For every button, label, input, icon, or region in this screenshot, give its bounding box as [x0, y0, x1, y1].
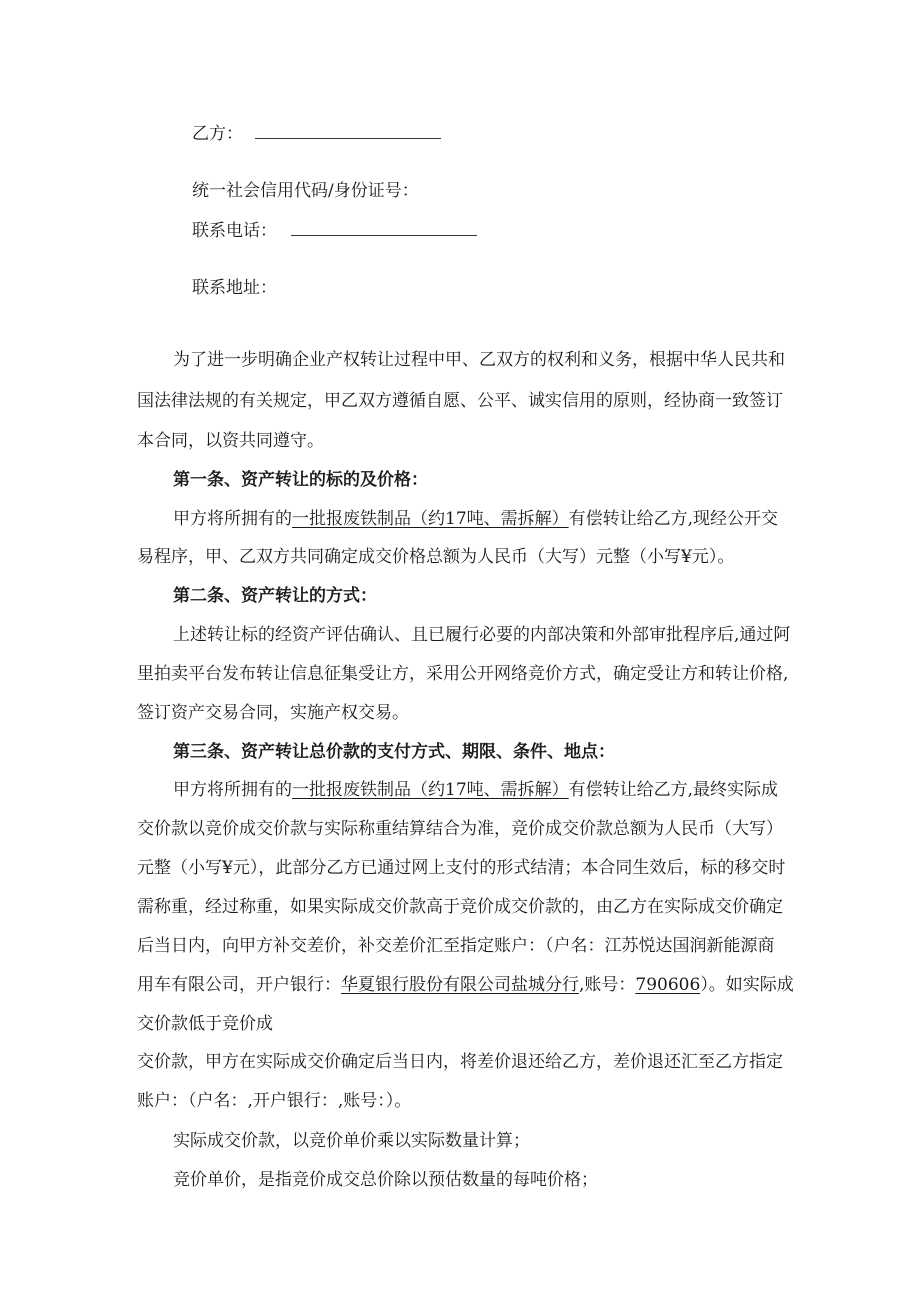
party-b-blank — [255, 122, 441, 139]
article1-l1-pre: 甲方将所拥有的 — [173, 509, 292, 529]
article2-line-2: 里拍卖平台发布转让信息征集受让方，采用公开网络竞价方式，确定受让方和转让价格, — [137, 664, 789, 684]
article3-heading: 第三条、资产转让总价款的支付方式、期限、条件、地点： — [173, 742, 615, 762]
article3-l1-post: 有偿转让给乙方,最终实际成 — [568, 780, 779, 800]
article3-line-3: 元整（小写¥元），此部分乙方已通过网上支付的形式结清；本合同生效后，标的移交时 — [137, 858, 786, 878]
phone-label: 联系电话： — [192, 221, 277, 241]
address-label: 联系地址： — [192, 278, 277, 298]
credit-code-label: 统一社会信用代码/身份证号： — [192, 181, 419, 201]
article3-line-5: 后当日内，向甲方补交差价，补交差价汇至指定账户：（户名：江苏悦达国润新能源商 — [137, 936, 775, 956]
preamble-line-1: 为了进一步明确企业产权转让过程中甲、乙双方的权利和义务，根据中华人民共和 — [173, 350, 785, 370]
article3-line-4: 需称重，经过称重，如果实际成交价款高于竞价成交价款的，由乙方在实际成交价确定 — [137, 897, 783, 917]
article3-line-2: 交价款以竞价成交价款与实际称重结算结合为准，竞价成交价款总额为人民币（大写） — [137, 819, 783, 839]
article3-l6-post: ）。如实际成 — [700, 975, 794, 995]
article2-line-1: 上述转让标的经资产评估确认、且已履行必要的内部决策和外部审批程序后,通过阿 — [173, 625, 791, 645]
bank-name: 华夏银行股份有限公司盐城分行 — [341, 975, 579, 995]
article1-l1-post: 有偿转让给乙方,现经公开交 — [568, 509, 779, 529]
phone-blank — [291, 219, 477, 236]
article3-l1-pre: 甲方将所拥有的 — [173, 780, 292, 800]
article3-line-1 — [173, 779, 778, 801]
article3-para-2: 实际成交价款，以竞价单价乘以实际数量计算； — [173, 1131, 530, 1151]
article3-subject-item: 一批报废铁制品（约17吨、需拆解） — [292, 780, 569, 800]
article1-heading: 第一条、资产转让的标的及价格： — [173, 470, 428, 490]
article2-heading: 第二条、资产转让的方式： — [173, 586, 377, 606]
party-b-label: 乙方： — [192, 124, 243, 144]
phone-line — [192, 219, 477, 242]
article1-line-2: 易程序，甲、乙双方共同确定成交价格总额为人民币（大写）元整（小写¥元）。 — [137, 547, 735, 567]
preamble-line-3: 本合同，以资共同遵守。 — [137, 431, 324, 451]
article3-line-7: 交价款低于竞价成 — [137, 1014, 273, 1034]
party-b-line — [192, 122, 441, 145]
article2-line-3: 签订资产交易合同，实施产权交易。 — [137, 703, 409, 723]
article3-line-6 — [137, 974, 794, 996]
article3-l6-pre: 用车有限公司，开户银行： — [137, 975, 341, 995]
account-number: 790606 — [635, 975, 701, 995]
article1-line-1 — [173, 508, 778, 530]
article3-line-8: 交价款，甲方在实际成交价确定后当日内，将差价退还给乙方，差价退还汇至乙方指定 — [137, 1052, 783, 1072]
account-label: ,账号： — [579, 975, 636, 995]
preamble-line-2: 国法律法规的有关规定，甲乙双方遵循自愿、公平、诚实信用的原则，经协商一致签订 — [137, 391, 783, 411]
article3-para-3: 竞价单价，是指竞价成交总价除以预估数量的每吨价格； — [173, 1170, 598, 1190]
article1-subject-item: 一批报废铁制品（约17吨、需拆解） — [292, 509, 569, 529]
article3-line-9: 账户：（户名：,开户银行：,账号：）。 — [137, 1091, 412, 1111]
